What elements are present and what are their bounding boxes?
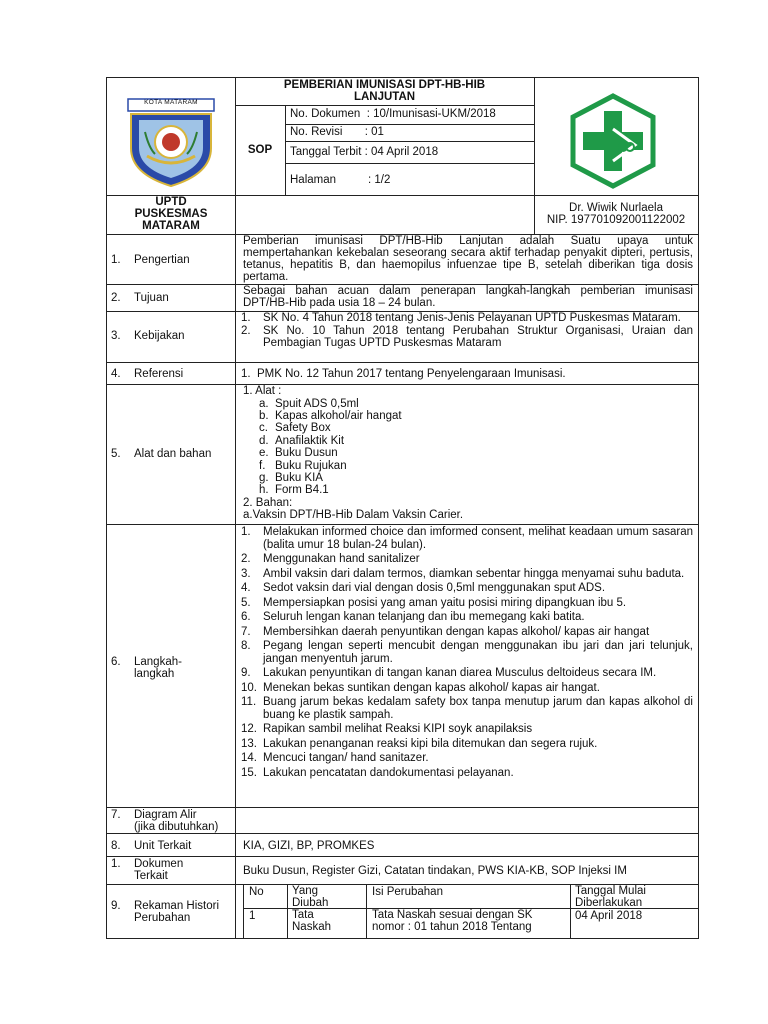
step-number: 13. <box>241 737 257 750</box>
alat-content <box>243 385 693 522</box>
step-text: Ambil vaksin dari dalam termos, diamkan sebentar hingga menyamai suhu baduta. <box>263 567 685 580</box>
alat-item-text: Buku KIA <box>275 471 323 484</box>
diagram-label-line-1: Diagram Alir <box>134 809 197 821</box>
dokumen-label <box>134 858 183 882</box>
alat-item <box>259 410 693 422</box>
step-item <box>241 526 693 551</box>
history-row-changed <box>292 910 331 933</box>
kebijakan-item-text: SK No. 4 Tahun 2018 tentang Jenis-Jenis Pelayanan UPTD Puskesmas Mataram. <box>263 312 681 324</box>
organization-name <box>107 196 235 232</box>
langkah-label-line-2: langkah <box>134 668 175 680</box>
rule-revisi-bottom <box>285 141 534 142</box>
bahan-item: a.Vaksin DPT/HB-Hib Dalam Vaksin Carier. <box>243 509 464 522</box>
step-number: 3. <box>241 567 251 580</box>
rule-rek-4 <box>570 884 571 938</box>
alat-item <box>259 460 693 472</box>
page-number: Halaman : 1/2 <box>290 174 391 186</box>
referensi-label: Referensi <box>134 368 184 380</box>
sop-label: SOP <box>247 144 273 156</box>
pengertian-text: Pemberian imunisasi DPT/HB-Hib Lanjutan adalah Suatu upaya untuk mempertahankan kekebalan seseorang secara aktif terhadap penyakit dipteri, pertusis, tetanus, hepatitis B, dan haemopilus infuenzae tipe B, setelah diberikan tiga dosis pertama. <box>243 235 693 283</box>
alat-item-text: Anafilaktik Kit <box>275 434 345 447</box>
alat-item <box>259 447 693 459</box>
referensi-item-number: 1. <box>241 368 251 380</box>
step-text: Menggunakan hand sanitalizer <box>263 553 420 565</box>
alat-item-text: Form B4.1 <box>275 484 329 497</box>
title-line-1: PEMBERIAN IMUNISASI DPT-HB-HIB <box>283 79 486 91</box>
alat-title: 1. Alat : <box>243 385 282 397</box>
alat-item-letter: a. <box>259 397 269 410</box>
unit-number: 8. <box>111 840 121 852</box>
sop-document <box>106 77 699 939</box>
step-text: Lakukan pencatatan dandokumentasi pelayanan. <box>263 766 514 779</box>
history-header-changed-1: Yang <box>292 885 319 897</box>
history-row-no: 1 <box>249 910 256 922</box>
org-line-3: MATARAM <box>142 220 200 232</box>
history-header-date <box>575 886 646 909</box>
step-item <box>241 696 693 721</box>
step-text: Buang jarum bekas kedalam safety box tanpa menutup jarum dan kapas alkohol di buang ke plastik sampah. <box>263 696 693 721</box>
step-text: Menekan bekas suntikan dengan kapas alkohol/ kapas air hangat. <box>263 681 600 694</box>
step-item <box>241 723 693 736</box>
tujuan-label: Tujuan <box>134 292 169 304</box>
document-title <box>235 79 534 103</box>
history-header-content: Isi Perubahan <box>372 886 443 898</box>
alat-item-letter: h. <box>259 484 269 497</box>
langkah-label-line-1: Langkah- <box>134 656 182 668</box>
rule-title-bottom <box>235 105 534 106</box>
alat-item <box>259 398 693 410</box>
kota-mataram-logo <box>125 96 217 188</box>
step-number: 10. <box>241 681 257 694</box>
history-header-date-2: Diberlakukan <box>575 896 643 909</box>
step-text: Rapikan sambil melihat Reaksi KIPI soyk anapilaksis <box>263 723 533 735</box>
unit-label: Unit Terkait <box>134 840 192 852</box>
rule-rek-2 <box>287 884 288 938</box>
alat-list <box>243 398 693 497</box>
step-item <box>241 640 693 665</box>
rule-unit-bottom <box>107 856 698 857</box>
step-text: Mencuci tangan/ hand sanitazer. <box>263 752 429 764</box>
dokumen-number: 1. <box>111 858 121 870</box>
kebijakan-item-number: 1. <box>241 312 251 324</box>
alat-number: 5. <box>111 448 121 460</box>
signer-nip: NIP. 197701092001122002 <box>546 214 686 226</box>
step-item <box>241 553 693 566</box>
tujuan-text: Sebagai bahan acuan dalam penerapan langkah-langkah pemberian imunisasi DPT/HB-Hib pada usia 18 – 24 bulan. <box>243 285 693 309</box>
history-row-changed-2: Naskah <box>292 920 331 933</box>
history-header-changed-2: Diubah <box>292 896 329 909</box>
kebijakan-item-number: 2. <box>241 324 251 337</box>
step-item <box>241 626 693 639</box>
publish-date: Tanggal Terbit : 04 April 2018 <box>290 146 439 158</box>
step-number: 5. <box>241 596 251 609</box>
alat-item-letter: b. <box>259 409 269 422</box>
org-line-1: UPTD <box>155 196 187 208</box>
referensi-list <box>241 368 693 381</box>
step-number: 8. <box>241 640 251 652</box>
alat-item-letter: e. <box>259 447 269 460</box>
step-text: Seluruh lengan kanan telanjang dan ibu memegang kaki batita. <box>263 611 585 623</box>
step-item <box>241 752 693 765</box>
rule-docno-bottom <box>285 124 534 125</box>
org-line-2: PUSKESMAS <box>134 208 208 220</box>
step-number: 1. <box>241 526 251 538</box>
step-text: Membersihkan daerah penyuntikan dengan kapas alkohol/ kapas air hangat <box>263 625 650 638</box>
alat-item-text: Safety Box <box>275 422 331 435</box>
step-number: 9. <box>241 667 251 679</box>
rekaman-label-line-2: Perubahan <box>134 912 191 924</box>
kebijakan-number: 3. <box>111 330 121 342</box>
step-number: 12. <box>241 723 257 735</box>
step-number: 7. <box>241 625 251 638</box>
rule-rek-3 <box>366 884 367 938</box>
alat-item <box>259 472 693 484</box>
rule-terbit-bottom <box>285 163 534 164</box>
step-text: Lakukan penanganan reaksi kipi bila ditemukan dan segera rujuk. <box>263 737 598 750</box>
signer-name: Dr. Wiwik Nurlaela <box>569 202 663 214</box>
step-number: 11. <box>241 696 257 708</box>
unit-text: KIA, GIZI, BP, PROMKES <box>243 840 375 852</box>
kebijakan-item <box>241 325 693 350</box>
step-number: 15. <box>241 766 257 779</box>
pengertian-number: 1. <box>111 254 121 266</box>
kebijakan-list <box>241 312 693 350</box>
referensi-number: 4. <box>111 368 121 380</box>
step-text: Melakukan informed choice dan imformed consent, melihat keadaan umum sasaran (balita umur 18 bulan-24 bulan). <box>263 526 693 551</box>
kebijakan-item-text: SK No. 10 Tahun 2018 tentang Perubahan Struktur Organisasi, Uraian dan Pembagian Tugas UPTD Puskesmas Mataram <box>263 324 693 349</box>
kebijakan-item <box>241 312 693 325</box>
logo-caption: KOTA MATARAM <box>144 99 198 106</box>
alat-item-text: Buku Rujukan <box>275 459 347 472</box>
bahan-title: 2. Bahan: <box>243 496 293 509</box>
step-text: Sedot vaksin dari vial dengan dosis 0,5ml menggunakan sput ADS. <box>263 582 606 594</box>
referensi-item <box>241 368 693 381</box>
step-item <box>241 568 693 581</box>
langkah-list <box>241 526 693 779</box>
step-item <box>241 682 693 695</box>
tujuan-number: 2. <box>111 292 121 304</box>
signature-block <box>534 202 698 226</box>
rule-rek-1 <box>243 884 244 938</box>
rule-alat-bottom <box>107 524 698 525</box>
dokumen-label-line-2: Terkait <box>134 870 168 882</box>
doc-number: No. Dokumen : 10/Imunisasi-UKM/2018 <box>290 108 496 120</box>
diagram-label <box>134 809 218 833</box>
step-number: 4. <box>241 582 251 594</box>
dokumen-label-line-1: Dokumen <box>134 858 184 870</box>
alat-label: Alat dan bahan <box>134 448 212 460</box>
rekaman-number: 9. <box>111 900 121 912</box>
revision-number: No. Revisi : 01 <box>290 126 384 138</box>
step-item <box>241 667 693 680</box>
history-header-date-1: Tanggal Mulai <box>575 885 646 897</box>
step-item <box>241 582 693 595</box>
alat-item-letter: d. <box>259 434 269 447</box>
alat-item <box>259 484 693 496</box>
rekaman-label-line-1: Rekaman Histori <box>134 900 219 912</box>
alat-item-text: Buku Dusun <box>275 447 338 460</box>
history-row-content-2: nomor : 01 tahun 2018 Tentang <box>372 920 532 933</box>
step-item <box>241 738 693 751</box>
step-text: Pegang lengan seperti mencubit dengan menggunakan ibu jari dan jari telunjuk, jangan menyentuh jarum. <box>263 640 693 665</box>
history-row-changed-1: Tata <box>292 909 314 921</box>
step-text: Lakukan penyuntikan di tangan kanan diarea Musculus deltoideus secara IM. <box>263 667 657 679</box>
step-number: 2. <box>241 553 251 565</box>
history-header-no: No <box>249 886 264 898</box>
rule-col-sop <box>285 105 286 195</box>
alat-item-letter: c. <box>259 422 268 435</box>
alat-item-text: Spuit ADS 0,5ml <box>275 397 359 410</box>
alat-item-letter: f. <box>259 459 266 472</box>
step-text: Mempersiapkan posisi yang aman yaitu posisi miring dipangkuan ibu 5. <box>263 596 627 609</box>
step-item <box>241 767 693 780</box>
alat-item <box>259 435 693 447</box>
diagram-number: 7. <box>111 809 121 821</box>
alat-item-letter: g. <box>259 471 269 484</box>
history-header-changed <box>292 886 328 909</box>
referensi-item-text: PMK No. 12 Tahun 2017 tentang Penyelengaraan Imunisasi. <box>257 368 566 380</box>
step-item <box>241 597 693 610</box>
rule-col-label <box>235 234 236 938</box>
langkah-label <box>134 656 182 680</box>
diagram-label-line-2: (jika dibutuhkan) <box>134 821 219 833</box>
step-item <box>241 611 693 624</box>
dokumen-text: Buku Dusun, Register Gizi, Catatan tindakan, PWS KIA-KB, SOP Injeksi IM <box>243 865 627 877</box>
rule-kebijakan-bottom <box>107 362 698 363</box>
rule-diagram-bottom <box>107 833 698 834</box>
history-row-content-1: Tata Naskah sesuai dengan SK <box>372 909 533 921</box>
kebijakan-label: Kebijakan <box>134 330 185 342</box>
title-line-2: LANJUTAN <box>353 91 416 103</box>
history-row-date: 04 April 2018 <box>575 910 643 922</box>
alat-item <box>259 422 693 434</box>
kemenkes-logo <box>569 93 657 189</box>
history-row-content <box>372 910 532 933</box>
langkah-number: 6. <box>111 656 121 668</box>
step-number: 6. <box>241 611 251 623</box>
rekaman-label <box>134 900 219 924</box>
rule-langkah-bottom <box>107 807 698 808</box>
step-number: 14. <box>241 752 257 764</box>
alat-item-text: Kapas alkohol/air hangat <box>275 409 402 422</box>
pengertian-label: Pengertian <box>134 254 190 266</box>
